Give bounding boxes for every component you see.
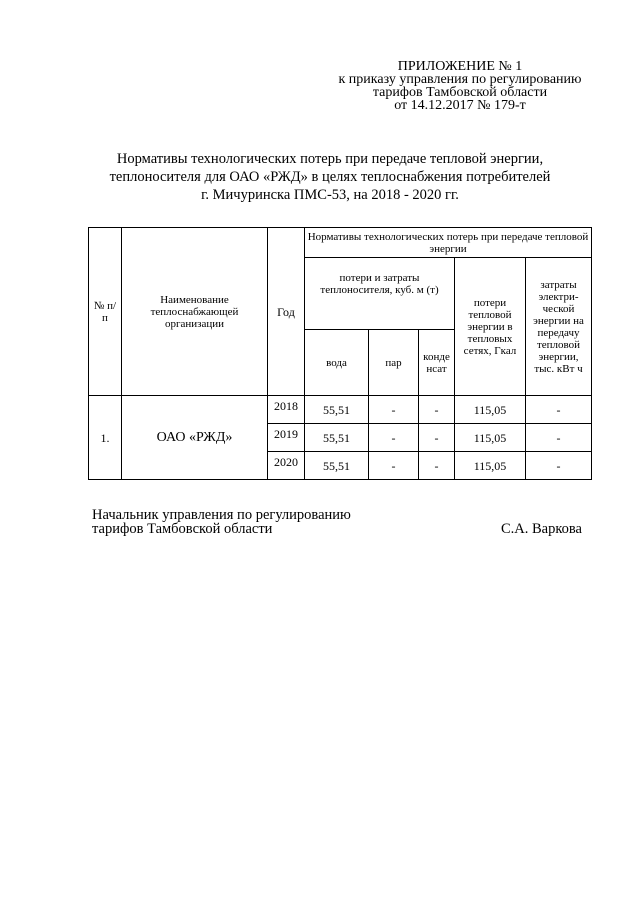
header-year: Год bbox=[268, 228, 305, 396]
appendix-header bbox=[310, 60, 610, 112]
cell-water: 55,51 bbox=[305, 452, 369, 480]
header-steam: пар bbox=[369, 330, 419, 396]
appendix-order-ref: к приказу управления по регулированию bbox=[338, 72, 582, 87]
cell-electricity: - bbox=[526, 452, 592, 480]
header-heat-losses: потери тепловой энергии в тепловых сетях, Гкал bbox=[455, 258, 526, 396]
appendix-number: ПРИЛОЖЕНИЕ № 1 bbox=[397, 59, 523, 74]
cell-electricity: - bbox=[526, 396, 592, 424]
cell-condensate: - bbox=[419, 396, 455, 424]
appendix-order-authority: тарифов Тамбовской области bbox=[372, 85, 548, 100]
cell-water: 55,51 bbox=[305, 396, 369, 424]
row-org: ОАО «РЖД» bbox=[122, 396, 268, 480]
cell-heat: 115,05 bbox=[455, 396, 526, 424]
header-electricity: затраты электри-ческой энергии на передачу тепловой энергии, тыс. кВт ч bbox=[526, 258, 592, 396]
signatory-position bbox=[92, 508, 351, 536]
title-line-3: г. Мичуринска ПМС-53, на 2018 - 2020 гг. bbox=[201, 187, 459, 203]
signatory-position-line-1: Начальник управления по регулированию bbox=[92, 507, 351, 523]
cell-electricity: - bbox=[526, 424, 592, 452]
appendix-order-date: от 14.12.2017 № 179-т bbox=[394, 98, 526, 113]
header-org: Наименование теплоснабжающей организации bbox=[122, 228, 268, 396]
table-row bbox=[89, 396, 592, 424]
signatory-name: С.А. Варкова bbox=[500, 521, 582, 537]
cell-water: 55,51 bbox=[305, 424, 369, 452]
title-line-2: теплоносителя для ОАО «РЖД» в целях теплоснабжения потребителей bbox=[109, 169, 551, 185]
header-num: № п/п bbox=[89, 228, 122, 396]
cell-steam: - bbox=[369, 452, 419, 480]
header-coolant: потери и затраты теплоносителя, куб. м (т) bbox=[305, 258, 455, 330]
document-title bbox=[60, 150, 600, 204]
cell-year: 2019 bbox=[268, 424, 305, 452]
row-num: 1. bbox=[89, 396, 122, 480]
cell-heat: 115,05 bbox=[455, 424, 526, 452]
title-line-1: Нормативы технологических потерь при передаче тепловой энергии, bbox=[116, 151, 544, 167]
cell-steam: - bbox=[369, 424, 419, 452]
header-water: вода bbox=[305, 330, 369, 396]
norms-table bbox=[88, 227, 592, 480]
cell-condensate: - bbox=[419, 452, 455, 480]
cell-steam: - bbox=[369, 396, 419, 424]
header-group: Нормативы технологических потерь при передаче тепловой энергии bbox=[305, 228, 592, 258]
signatory-position-line-2: тарифов Тамбовской области bbox=[92, 521, 273, 537]
cell-year: 2020 bbox=[268, 452, 305, 480]
cell-heat: 115,05 bbox=[455, 452, 526, 480]
cell-year: 2018 bbox=[268, 396, 305, 424]
header-condensate: конде нсат bbox=[419, 330, 455, 396]
cell-condensate: - bbox=[419, 424, 455, 452]
